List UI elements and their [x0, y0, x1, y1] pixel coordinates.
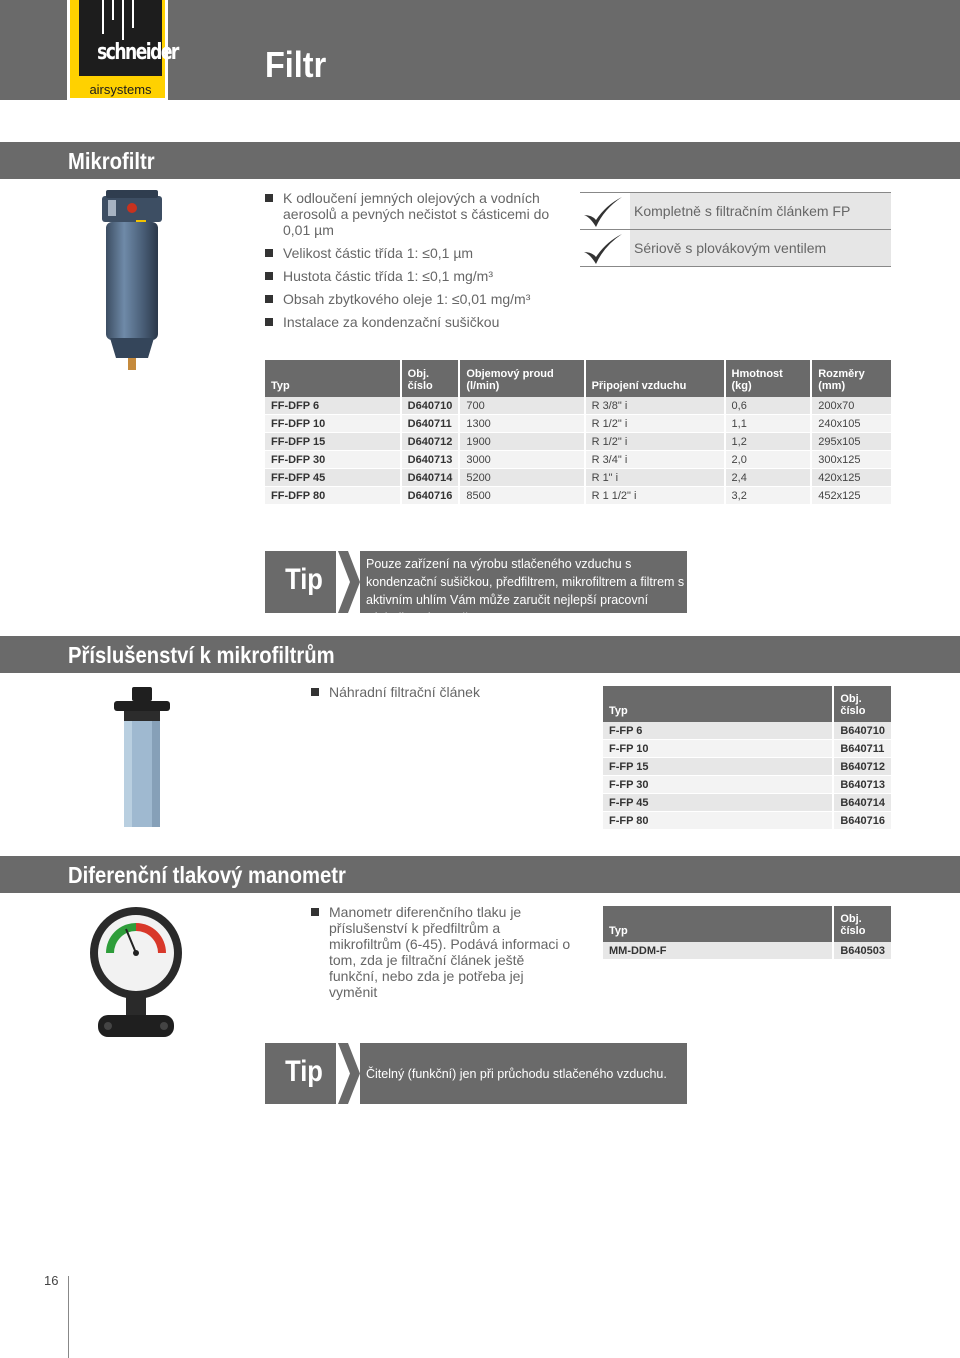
table-cell: F-FP 10 [603, 740, 834, 758]
manometer-bullet-list [311, 904, 571, 1007]
manometer-table [603, 906, 891, 960]
feature-label: Sériově s plovákovým ventilem [630, 230, 891, 266]
table-row [265, 451, 891, 469]
table-row [603, 776, 891, 794]
table-cell: F-FP 30 [603, 776, 834, 794]
chevron-right-icon [336, 551, 362, 613]
table-cell: FF-DFP 80 [265, 487, 402, 505]
table-row [603, 942, 891, 960]
microfilter-product-image [96, 188, 170, 376]
table-cell: 2,4 [726, 469, 813, 487]
table-cell: B640503 [834, 942, 891, 960]
bullet-item: K odloučení jemných olejových a vodních aerosolů a pevných nečistot s částicemi do 0,01 µm [265, 190, 560, 238]
feature-row [580, 192, 891, 229]
table-cell: D640712 [402, 433, 461, 451]
section-bar-accessories [0, 636, 960, 673]
table-cell: 5200 [460, 469, 585, 487]
table-row [265, 397, 891, 415]
table-cell: 1300 [460, 415, 585, 433]
table-row [603, 740, 891, 758]
table-cell: B640714 [834, 794, 891, 812]
column-header: Obj. číslo [402, 360, 461, 397]
column-header: Hmotnost (kg) [726, 360, 813, 397]
table-cell: B640716 [834, 812, 891, 830]
page-number-divider [68, 1276, 69, 1358]
table-cell: F-FP 45 [603, 794, 834, 812]
table-cell: F-FP 6 [603, 722, 834, 740]
bullet-item: Náhradní filtrační článek [311, 684, 591, 700]
bullet-item: Manometr diferenčního tlaku je příslušenství k předfiltrům a mikrofiltrům (6-45). Podává informaci o tom, zda je filtrační článek ještě funkční, nebo zda je potřeba jej vyměnit [311, 904, 571, 1000]
filter-element-image [110, 685, 174, 831]
column-header: Typ [603, 906, 834, 942]
tip-box [265, 551, 687, 625]
feature-label: Kompletně s filtračním článkem FP [630, 193, 891, 229]
chevron-right-icon [336, 1043, 362, 1104]
table-cell: B640712 [834, 758, 891, 776]
table-cell: R 1/2" i [586, 415, 726, 433]
table-cell: MM-DDM-F [603, 942, 834, 960]
page-number: 16 [44, 1273, 59, 1288]
table-cell: 452x125 [812, 487, 891, 505]
column-header: Rozměry (mm) [812, 360, 891, 397]
page-title: Filtr [265, 44, 327, 85]
table-header-row [603, 906, 891, 942]
table-row [265, 415, 891, 433]
table-cell: D640716 [402, 487, 461, 505]
table-cell: D640710 [402, 397, 461, 415]
column-header: Připojení vzduchu [586, 360, 726, 397]
table-cell: FF-DFP 15 [265, 433, 402, 451]
table-cell: 295x105 [812, 433, 891, 451]
manometer-image [86, 903, 186, 1045]
table-cell: R 1 1/2" i [586, 487, 726, 505]
table-row [265, 433, 891, 451]
check-icon [580, 232, 624, 266]
table-cell: D640714 [402, 469, 461, 487]
column-header: Typ [603, 686, 834, 722]
table-row [603, 812, 891, 830]
tip-text: Pouze zařízení na výrobu stlačeného vzduchu s kondenzační sušičkou, předfiltrem, mikrofiltrem a filtrem s aktivním uhlím Vám může zaručit nejlepší pracovní výsledky a bezpečnost provozu. [360, 551, 687, 613]
section-title: Mikrofiltr [68, 148, 155, 174]
table-row [603, 722, 891, 740]
table-header-row [265, 360, 891, 397]
table-row [603, 758, 891, 776]
table-cell: F-FP 80 [603, 812, 834, 830]
microfilter-spec-table [265, 360, 891, 505]
table-cell: 8500 [460, 487, 585, 505]
feature-row [580, 229, 891, 267]
table-cell: 240x105 [812, 415, 891, 433]
table-cell: 1,1 [726, 415, 813, 433]
section-bar-microfilter [0, 142, 960, 179]
column-header: Objemový proud (l/min) [460, 360, 585, 397]
table-cell: 420x125 [812, 469, 891, 487]
table-row [265, 487, 891, 505]
table-cell: 1900 [460, 433, 585, 451]
table-cell: 0,6 [726, 397, 813, 415]
table-cell: F-FP 15 [603, 758, 834, 776]
logo-bars-icon [102, 0, 142, 40]
table-cell: D640711 [402, 415, 461, 433]
tip-text: Čitelný (funkční) jen při průchodu stlačeného vzduchu. [360, 1043, 687, 1104]
tip-label: Tip [285, 563, 323, 596]
table-cell: B640713 [834, 776, 891, 794]
bullet-item: Instalace za kondenzační sušičkou [265, 314, 560, 330]
section-bar-manometer [0, 856, 960, 893]
table-row [603, 794, 891, 812]
accessories-bullet-list [311, 684, 591, 707]
table-cell: B640710 [834, 722, 891, 740]
table-cell: FF-DFP 30 [265, 451, 402, 469]
table-cell: 300x125 [812, 451, 891, 469]
bullet-item: Velikost částic třída 1: ≤0,1 µm [265, 245, 560, 261]
microfilter-bullet-list [265, 190, 560, 337]
tip-box [265, 1043, 687, 1104]
table-cell: 3,2 [726, 487, 813, 505]
table-row [265, 469, 891, 487]
section-title: Příslušenství k mikrofiltrům [68, 642, 335, 668]
section-title: Diferenční tlakový manometr [68, 862, 346, 888]
table-cell: 1,2 [726, 433, 813, 451]
table-cell: B640711 [834, 740, 891, 758]
table-cell: FF-DFP 10 [265, 415, 402, 433]
table-cell: D640713 [402, 451, 461, 469]
table-cell: R 1" i [586, 469, 726, 487]
column-header: Typ [265, 360, 402, 397]
table-cell: 2,0 [726, 451, 813, 469]
table-cell: R 3/8" i [586, 397, 726, 415]
column-header: Obj. číslo [834, 906, 891, 942]
table-header-row [603, 686, 891, 722]
table-cell: R 1/2" i [586, 433, 726, 451]
table-cell: 700 [460, 397, 585, 415]
logo-subtitle: airsystems [89, 82, 152, 97]
column-header: Obj. číslo [834, 686, 891, 722]
table-cell: R 3/4" i [586, 451, 726, 469]
table-cell: FF-DFP 45 [265, 469, 402, 487]
bullet-item: Hustota částic třída 1: ≤0,1 mg/m³ [265, 268, 560, 284]
bullet-item: Obsah zbytkového oleje 1: ≤0,01 mg/m³ [265, 291, 560, 307]
accessories-table [603, 686, 891, 830]
brand-logo [67, 0, 178, 101]
tip-label: Tip [285, 1055, 323, 1088]
logo-wordmark: schneider [97, 40, 178, 65]
table-cell: 200x70 [812, 397, 891, 415]
table-cell: 3000 [460, 451, 585, 469]
check-icon [580, 195, 624, 229]
table-cell: FF-DFP 6 [265, 397, 402, 415]
